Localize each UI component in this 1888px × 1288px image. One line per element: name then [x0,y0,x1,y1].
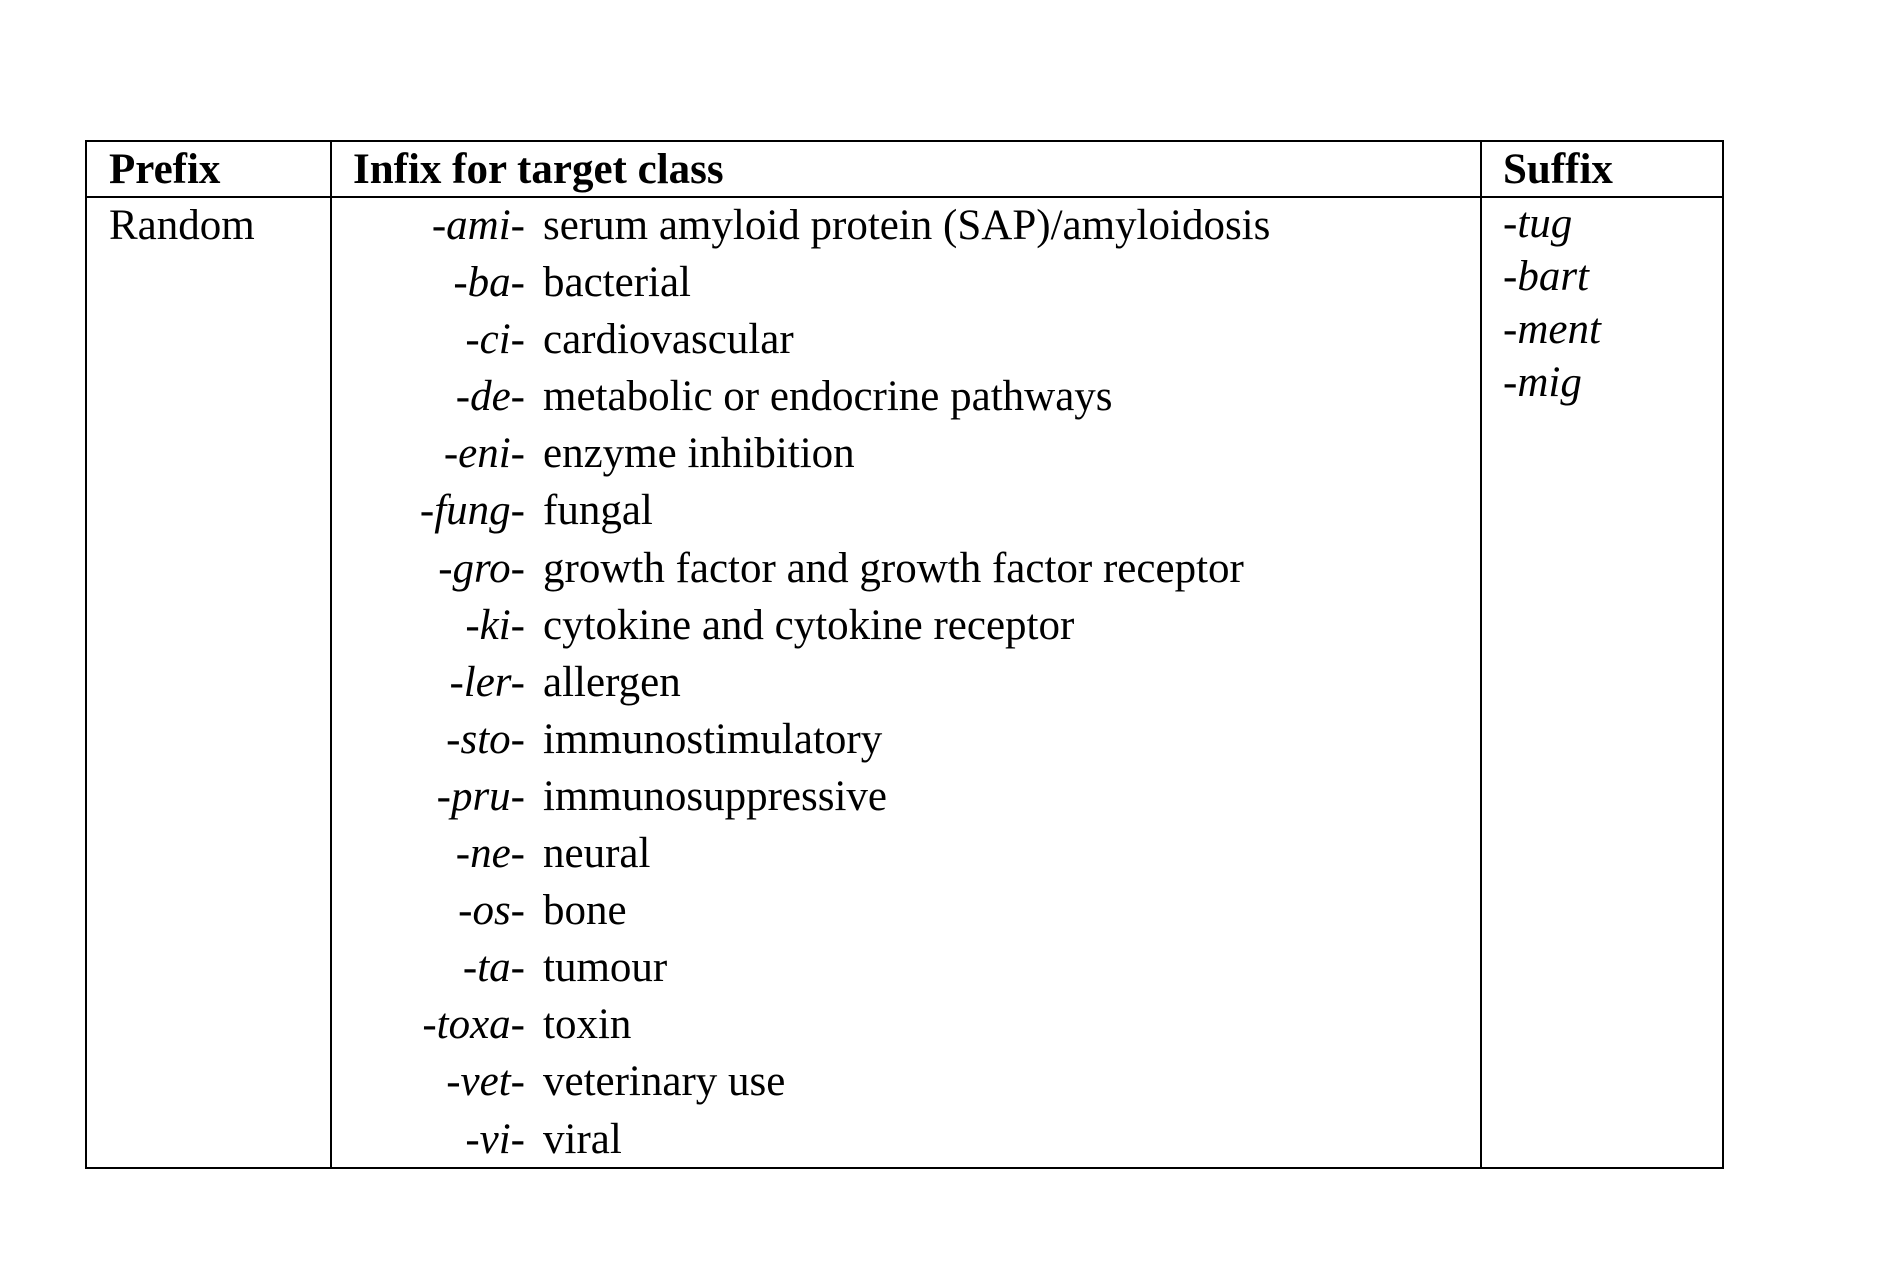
header-row-divider [87,196,1722,198]
infix-description: enzyme inhibition [543,430,855,478]
infix-row [333,259,1473,316]
infix-row [333,830,1473,887]
infix-description: metabolic or endocrine pathways [543,373,1113,421]
suffix-item: -bart [1503,253,1589,300]
suffix-list [1503,200,1601,412]
infix-code: -ci- [465,316,525,364]
infix-code: -ne- [455,830,525,878]
infix-row [333,202,1473,259]
header-suffix: Suffix [1503,146,1613,193]
infix-row [333,316,1473,373]
infix-row [333,430,1473,487]
column-divider-prefix-infix [330,142,332,1167]
infix-list [333,202,1473,1173]
infix-code: -de- [455,373,525,421]
infix-row [333,602,1473,659]
infix-description: cytokine and cytokine receptor [543,601,1075,649]
nomenclature-table [85,140,1724,1169]
infix-description: immunostimulatory [543,715,883,763]
infix-code: -sto- [446,715,525,763]
header-prefix: Prefix [109,146,221,193]
infix-row [333,659,1473,716]
infix-description: allergen [543,658,681,706]
suffix-item: -mig [1503,359,1582,406]
infix-description: toxin [543,1001,632,1049]
infix-code: -vet- [446,1058,525,1106]
infix-description: veterinary use [543,1058,786,1106]
infix-description: neural [543,830,651,878]
infix-row [333,487,1473,544]
infix-code: -eni- [443,430,525,478]
header-infix: Infix for target class [353,146,724,193]
infix-row [333,773,1473,830]
infix-code: -toxa- [422,1001,525,1049]
infix-description: immunosuppressive [543,772,887,820]
infix-code: -ki- [465,601,525,649]
infix-row [333,1116,1473,1173]
infix-description: viral [543,1115,622,1163]
infix-row [333,373,1473,430]
infix-row [333,1058,1473,1115]
infix-row [333,944,1473,1001]
infix-code: -ler- [449,658,525,706]
column-divider-infix-suffix [1480,142,1482,1167]
infix-code: -ba- [453,259,525,307]
infix-description: fungal [543,487,653,535]
infix-description: tumour [543,944,668,992]
infix-code: -gro- [438,544,525,592]
suffix-item: -ment [1503,306,1601,353]
infix-description: bacterial [543,259,692,307]
infix-row [333,887,1473,944]
prefix-value: Random [109,202,255,249]
infix-code: -vi- [465,1115,525,1163]
infix-row [333,716,1473,773]
infix-code: -fung- [419,487,525,535]
infix-row [333,1001,1473,1058]
infix-code: -os- [458,887,525,935]
infix-description: bone [543,887,627,935]
infix-row [333,545,1473,602]
infix-description: growth factor and growth factor receptor [543,544,1244,592]
infix-description: serum amyloid protein (SAP)/amyloidosis [543,202,1271,249]
infix-description: cardiovascular [543,316,794,364]
infix-code: -pru- [436,772,525,820]
suffix-item: -tug [1503,200,1573,247]
infix-code: -ta- [462,944,525,992]
infix-code: -ami- [431,202,525,249]
